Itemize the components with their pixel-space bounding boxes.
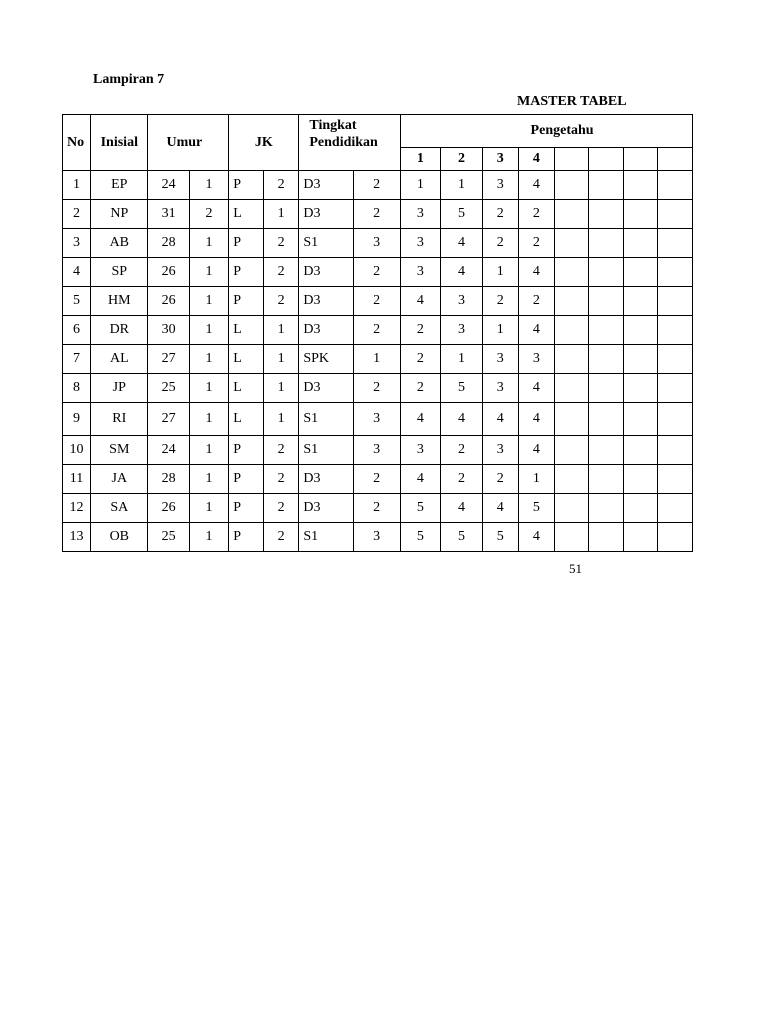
table-cell-empty [589, 316, 623, 345]
table-cell: 2 [263, 229, 298, 258]
header-no: No [63, 115, 91, 171]
table-cell: 13 [63, 523, 91, 552]
table-cell-empty [623, 287, 657, 316]
table-cell: 1 [189, 345, 228, 374]
table-cell-empty [555, 316, 589, 345]
table-cell: D3 [299, 494, 353, 523]
table-cell: 2 [482, 229, 518, 258]
table-cell: 3 [353, 523, 400, 552]
table-cell-empty [555, 171, 589, 200]
table-cell-empty [555, 287, 589, 316]
table-cell: 2 [353, 287, 400, 316]
table-cell: OB [91, 523, 148, 552]
table-cell: 1 [482, 316, 518, 345]
table-row [63, 200, 693, 229]
table-cell: 3 [400, 229, 441, 258]
table-cell: 2 [353, 465, 400, 494]
table-cell: P [229, 465, 264, 494]
table-row [63, 171, 693, 200]
table-cell: 4 [518, 171, 554, 200]
table-cell-empty [555, 229, 589, 258]
table-row [63, 494, 693, 523]
table-cell-empty [658, 316, 693, 345]
table-row [63, 523, 693, 552]
table-cell: 1 [189, 403, 228, 436]
table-row [63, 403, 693, 436]
table-cell-empty [623, 523, 657, 552]
table-cell: 31 [148, 200, 189, 229]
table-cell: 1 [263, 345, 298, 374]
table-cell: 2 [353, 258, 400, 287]
table-cell: 2 [263, 494, 298, 523]
table-cell: P [229, 229, 264, 258]
table-cell-empty [589, 374, 623, 403]
table-cell: 3 [518, 345, 554, 374]
table-cell-empty [555, 258, 589, 287]
header-item-6 [589, 148, 623, 171]
table-cell: 26 [148, 258, 189, 287]
table-row [63, 229, 693, 258]
table-cell: L [229, 345, 264, 374]
table-cell: P [229, 258, 264, 287]
table-cell: 2 [353, 494, 400, 523]
table-cell: 4 [400, 403, 441, 436]
table-cell: P [229, 494, 264, 523]
table-cell: 24 [148, 171, 189, 200]
table-cell: 4 [441, 229, 482, 258]
table-body [63, 171, 693, 552]
table-cell: 2 [518, 287, 554, 316]
table-cell: 26 [148, 287, 189, 316]
table-cell: D3 [299, 316, 353, 345]
table-cell: JA [91, 465, 148, 494]
table-cell-empty [555, 494, 589, 523]
table-cell: 30 [148, 316, 189, 345]
table-cell: 11 [63, 465, 91, 494]
page-number: 51 [569, 561, 582, 576]
table-cell: 3 [400, 258, 441, 287]
table-cell-empty [589, 171, 623, 200]
table-cell: 2 [482, 465, 518, 494]
table-cell: 25 [148, 523, 189, 552]
table-cell: 3 [441, 316, 482, 345]
table-cell: 10 [63, 436, 91, 465]
table-cell-empty [623, 374, 657, 403]
table-cell-empty [623, 494, 657, 523]
table-cell: 1 [63, 171, 91, 200]
table-cell: 1 [482, 258, 518, 287]
table-cell-empty [555, 465, 589, 494]
master-table [62, 114, 693, 552]
table-cell: 4 [63, 258, 91, 287]
table-cell-empty [658, 345, 693, 374]
table-cell: 28 [148, 465, 189, 494]
table-cell: 1 [400, 171, 441, 200]
table-cell: S1 [299, 403, 353, 436]
table-cell: 2 [441, 465, 482, 494]
table-cell-empty [589, 436, 623, 465]
table-cell: L [229, 374, 264, 403]
table-cell: 1 [189, 436, 228, 465]
table-row [63, 316, 693, 345]
table-cell: S1 [299, 523, 353, 552]
table-cell: 2 [263, 287, 298, 316]
table-cell: P [229, 287, 264, 316]
table-cell: 4 [482, 403, 518, 436]
table-cell: 2 [518, 229, 554, 258]
table-cell: 2 [189, 200, 228, 229]
table-cell: SPK [299, 345, 353, 374]
table-cell: P [229, 436, 264, 465]
table-row [63, 436, 693, 465]
table-cell: 3 [353, 403, 400, 436]
table-cell: 1 [441, 171, 482, 200]
table-cell: 2 [263, 436, 298, 465]
table-cell: 4 [518, 316, 554, 345]
table-cell: 4 [518, 436, 554, 465]
table-cell-empty [589, 523, 623, 552]
table-cell: SP [91, 258, 148, 287]
table-cell-empty [658, 494, 693, 523]
table-cell: S1 [299, 436, 353, 465]
table-cell: 26 [148, 494, 189, 523]
table-cell: 5 [441, 200, 482, 229]
table-cell: 9 [63, 403, 91, 436]
header-pengetahuan: Pengetahu [400, 115, 692, 148]
table-cell-empty [623, 345, 657, 374]
table-cell: 1 [189, 465, 228, 494]
table-cell: 5 [441, 523, 482, 552]
table-cell-empty [589, 258, 623, 287]
table-cell: L [229, 403, 264, 436]
table-cell: 2 [518, 200, 554, 229]
table-cell: SM [91, 436, 148, 465]
table-cell: 1 [353, 345, 400, 374]
table-cell: 5 [400, 523, 441, 552]
table-cell-empty [623, 229, 657, 258]
table-cell: 1 [189, 229, 228, 258]
table-cell-empty [623, 465, 657, 494]
table-row [63, 465, 693, 494]
table-cell: 8 [63, 374, 91, 403]
table-cell-empty [658, 258, 693, 287]
table-cell-empty [555, 345, 589, 374]
table-cell: 28 [148, 229, 189, 258]
table-cell-empty [623, 258, 657, 287]
table-cell: 2 [353, 171, 400, 200]
table-cell: 4 [518, 403, 554, 436]
table-cell: 2 [353, 316, 400, 345]
table-cell-empty [623, 316, 657, 345]
table-cell-empty [589, 345, 623, 374]
table-cell: 24 [148, 436, 189, 465]
table-cell: 5 [63, 287, 91, 316]
table-cell: 4 [518, 523, 554, 552]
table-cell: 12 [63, 494, 91, 523]
table-cell: 3 [441, 287, 482, 316]
table-cell: 1 [189, 258, 228, 287]
table-cell: 1 [263, 200, 298, 229]
table-cell: 1 [189, 287, 228, 316]
table-cell: 27 [148, 403, 189, 436]
table-cell-empty [623, 436, 657, 465]
table-cell: 3 [482, 374, 518, 403]
table-cell-empty [658, 374, 693, 403]
table-row [63, 287, 693, 316]
table-cell: 3 [482, 345, 518, 374]
table-cell-empty [623, 200, 657, 229]
table-cell-empty [589, 229, 623, 258]
table-cell: 1 [263, 316, 298, 345]
table-row [63, 345, 693, 374]
table-row [63, 258, 693, 287]
table-cell: 2 [63, 200, 91, 229]
table-cell: 3 [353, 436, 400, 465]
table-cell: 5 [518, 494, 554, 523]
table-cell: EP [91, 171, 148, 200]
table-cell-empty [555, 374, 589, 403]
header-item-4: 4 [518, 148, 554, 171]
table-cell: 3 [482, 171, 518, 200]
table-cell: 1 [189, 316, 228, 345]
table-cell: 27 [148, 345, 189, 374]
table-cell: HM [91, 287, 148, 316]
table-cell: JP [91, 374, 148, 403]
table-cell-empty [658, 436, 693, 465]
table-cell: D3 [299, 258, 353, 287]
table-cell: 2 [263, 465, 298, 494]
table-cell: 3 [400, 200, 441, 229]
table-cell-empty [589, 287, 623, 316]
table-cell-empty [658, 287, 693, 316]
table-cell: AL [91, 345, 148, 374]
table-cell: 2 [441, 436, 482, 465]
table-cell-empty [658, 229, 693, 258]
table-cell: 1 [263, 374, 298, 403]
table-cell-empty [555, 200, 589, 229]
table-cell: DR [91, 316, 148, 345]
page-title: MASTER TABEL [517, 94, 627, 109]
table-cell: D3 [299, 374, 353, 403]
table-cell: RI [91, 403, 148, 436]
table-cell: 5 [400, 494, 441, 523]
header-item-5 [555, 148, 589, 171]
table-cell-empty [589, 403, 623, 436]
table-cell: D3 [299, 465, 353, 494]
table-cell: 2 [263, 523, 298, 552]
header-jk: JK [229, 115, 299, 171]
table-cell-empty [589, 465, 623, 494]
table-cell: P [229, 171, 264, 200]
table-cell: 2 [400, 345, 441, 374]
table-cell: 4 [482, 494, 518, 523]
table-cell: 7 [63, 345, 91, 374]
table-cell: AB [91, 229, 148, 258]
table-cell-empty [658, 403, 693, 436]
table-cell: 1 [189, 374, 228, 403]
table-cell: 1 [189, 171, 228, 200]
table-cell: 1 [189, 494, 228, 523]
table-cell: 1 [189, 523, 228, 552]
header-item-2: 2 [441, 148, 482, 171]
table-cell: L [229, 200, 264, 229]
table-cell: 3 [400, 436, 441, 465]
table-cell: S1 [299, 229, 353, 258]
table-cell: 2 [263, 258, 298, 287]
table-cell: D3 [299, 200, 353, 229]
table-cell: 2 [353, 374, 400, 403]
table-cell: P [229, 523, 264, 552]
table-cell-empty [623, 171, 657, 200]
table-cell-empty [555, 436, 589, 465]
table-cell-empty [658, 200, 693, 229]
header-inisial: Inisial [91, 115, 148, 171]
table-cell: 5 [482, 523, 518, 552]
appendix-label: Lampiran 7 [93, 72, 165, 87]
header-umur: Umur [148, 115, 229, 171]
table-cell: 4 [518, 374, 554, 403]
table-cell: 3 [482, 436, 518, 465]
header-tingkat: Tingkat [309, 118, 357, 133]
table-cell-empty [658, 523, 693, 552]
header-item-7 [623, 148, 657, 171]
table-cell-empty [555, 403, 589, 436]
table-cell: 2 [482, 287, 518, 316]
header-pendidikan: Pendidikan [309, 135, 378, 150]
table-cell: 2 [400, 374, 441, 403]
table-viewport [62, 114, 693, 560]
table-cell: 4 [441, 258, 482, 287]
table-cell: 5 [441, 374, 482, 403]
table-cell: 3 [353, 229, 400, 258]
table-cell: 3 [63, 229, 91, 258]
table-cell: 2 [482, 200, 518, 229]
header-tingkat-pendidikan [299, 115, 400, 171]
table-cell: 4 [400, 465, 441, 494]
table-cell: 1 [263, 403, 298, 436]
table-cell-empty [658, 171, 693, 200]
table-cell: 4 [518, 258, 554, 287]
table-cell: 1 [441, 345, 482, 374]
table-cell: NP [91, 200, 148, 229]
table-cell-empty [589, 494, 623, 523]
table-cell-empty [623, 403, 657, 436]
header-item-3: 3 [482, 148, 518, 171]
table-cell: 1 [518, 465, 554, 494]
table-row [63, 374, 693, 403]
header-item-1: 1 [400, 148, 441, 171]
table-cell-empty [589, 200, 623, 229]
table-cell: 6 [63, 316, 91, 345]
table-cell-empty [658, 465, 693, 494]
table-cell: 4 [400, 287, 441, 316]
table-cell: 4 [441, 494, 482, 523]
table-cell: 2 [400, 316, 441, 345]
table-cell: L [229, 316, 264, 345]
table-cell: SA [91, 494, 148, 523]
table-cell: D3 [299, 171, 353, 200]
table-cell: 2 [263, 171, 298, 200]
table-cell: 2 [353, 200, 400, 229]
table-cell: 25 [148, 374, 189, 403]
header-item-8 [658, 148, 693, 171]
table-cell: 4 [441, 403, 482, 436]
table-cell-empty [555, 523, 589, 552]
table-cell: D3 [299, 287, 353, 316]
